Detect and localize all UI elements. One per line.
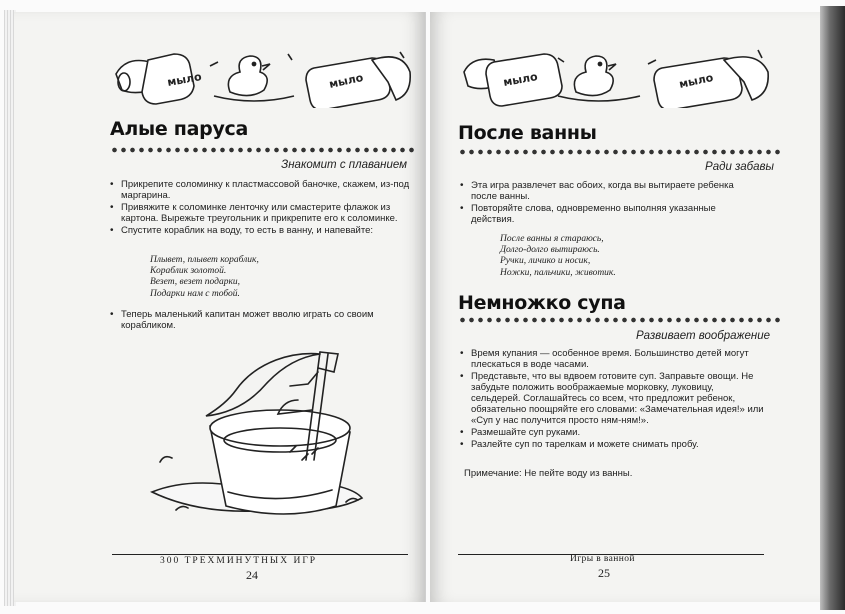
instructions-list-2	[110, 309, 410, 332]
left-page	[14, 12, 426, 602]
page-number: 25	[598, 566, 610, 580]
list-item: • Разлейте суп по тарелкам и можете снимать пробу.	[460, 439, 764, 450]
book-cover-edge-right	[820, 6, 845, 610]
poem-line: Подарки нам с тобой.	[150, 288, 240, 299]
poem-line: Долго-долго вытираюсь.	[500, 245, 600, 256]
soap-label-2: мыло	[327, 71, 365, 91]
page-number: 24	[246, 568, 258, 582]
poem-line: Везет, везет подарки,	[150, 277, 241, 288]
list-item: • Привяжите к соломинке ленточку или смастерите флажок из картона. Вырежьте треугольник и прикрепите его к соломинке.	[110, 202, 410, 224]
dotted-divider	[458, 316, 782, 324]
bath-banner-svg	[110, 46, 414, 108]
soap-label-1: мыло	[166, 70, 203, 89]
dotted-divider	[110, 146, 416, 154]
section-subtitle: Знакомит с плаванием	[281, 159, 407, 171]
running-title: 300 ТРЕХМИНУТНЫХ ИГР	[160, 556, 318, 566]
poem-line: Кораблик золотой.	[150, 266, 227, 277]
poem	[500, 234, 616, 279]
section-subtitle: Ради забавы	[705, 161, 774, 173]
right-page	[430, 12, 820, 602]
note-text: Примечание: Не пейте воду из ванны.	[464, 468, 633, 479]
bath-banner-illustration	[458, 46, 782, 108]
instructions-list-2	[460, 348, 764, 451]
boat-bucket-illustration	[150, 342, 366, 522]
list-item: • Повторяйте слова, одновременно выполняя указанные действия.	[460, 203, 760, 225]
poem-line: Ручки, личико и носик,	[500, 256, 591, 267]
list-item: • Время купания — особенное время. Большинство детей могут плескаться в воде часами.	[460, 348, 764, 370]
instructions-list	[110, 179, 410, 237]
list-item: • Представьте, что вы вдвоем готовите суп. Заправьте овощи. Не забудьте положить воображаемые морковку, луковицу, сельдерей. Соглашайтесь со всем, что предложит ребенок, обязательно поощряйте его словами: «Замечательная идея!» или «Суп у нас получится просто ням-ням!».	[460, 371, 764, 426]
dotted-divider	[458, 148, 782, 156]
section-title-after-bath: После ванны	[458, 122, 597, 144]
bath-banner-svg	[458, 46, 782, 108]
section-subtitle: Развивает воображение	[636, 330, 770, 342]
bath-banner-illustration	[110, 46, 414, 108]
list-item: • Эта игра развлечет вас обоих, когда вы вытираете ребенка после ванны.	[460, 180, 760, 202]
list-item: • Размешайте суп руками.	[460, 427, 764, 438]
boat-bucket-svg	[150, 342, 366, 522]
instructions-list	[460, 180, 760, 226]
soap-label-1: мыло	[502, 70, 539, 89]
poem	[150, 255, 259, 300]
soap-label-2: мыло	[677, 71, 715, 91]
list-item: • Теперь маленький капитан может вволю играть со своим корабликом.	[110, 309, 410, 331]
page-title: Алые паруса	[110, 118, 249, 140]
poem-line: Плывет, плывет кораблик,	[150, 255, 259, 265]
list-item: • Спустите кораблик на воду, то есть в ванну, и напевайте:	[110, 225, 410, 236]
running-title: Игры в ванной	[570, 554, 635, 564]
poem-line: После ванны я стараюсь,	[500, 234, 604, 244]
section-title-soup: Немножко супа	[458, 292, 626, 314]
poem-line: Ножки, пальчики, животик.	[500, 267, 616, 278]
list-item: • Прикрепите соломинку к пластмассовой баночке, скажем, из-под маргарина.	[110, 179, 410, 201]
footer-rule	[112, 554, 408, 555]
